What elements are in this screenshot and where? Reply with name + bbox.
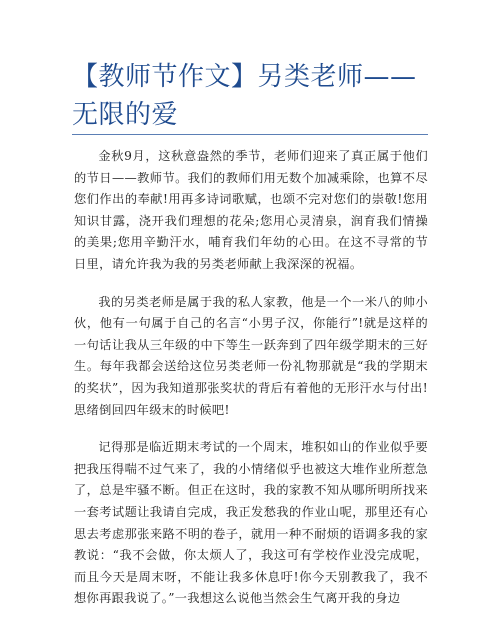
paragraph: 我的另类老师是属于我的私人家教，他是一个一米八的帅小伙，他有一句属于自己的名言“小男子汉，你能行”!就是这样的一句话让我从三年级的中下等生一跃奔到了四年级学期末的三好生。每年我都会送给这位另类老师一份礼物那就是“我的学期末的奖状”，因为我知道那张奖状的背后有着他的无形汗水与付出!思绪倒回四年级末的时候吧! — [74, 294, 428, 417]
paragraph: 记得那是临近期末考试的一个周末，堆积如山的作业似乎要把我压得喘不过气来了，我的小情绪似乎也被这大堆作业所惹急了，总是牢骚不断。但正在这时，我的家教不知从哪所明所找来一套考试题让我请自完成，我正发愁我的作业山呢，那里还有心思去考虑那张来路不明的卷子，就用一种不耐烦的语调多我的家教说：“我不会做，你太烦人了，我这可有学校作业没完成呢，而且今天是周末呀，不能让我多休息吁!你今天别教我了，我不想你再跟我说了。”一我想这么说他当然会生气离开我的身边 — [74, 440, 428, 606]
paragraph: 金秋9月，这秋意盎然的季节，老师们迎来了真正属于他们的节日——教师节。我们的教师们用无数个加减乘除，也算不尽您们作出的奉献!用再多诗词歌赋，也颂不完对您们的崇敬!您用知识甘露，浇开我们理想的花朵;您用心灵清泉，润育我们情操的美果;您用辛勤汗水，哺育我们年幼的心田。在这不寻常的节日里，请允许我为我的另类老师献上我深深的祝福。 — [74, 149, 428, 271]
article-body — [74, 146, 428, 626]
title-divider — [72, 134, 428, 135]
article-title: 【教师节作文】另类老师——无限的爱 — [72, 62, 417, 130]
